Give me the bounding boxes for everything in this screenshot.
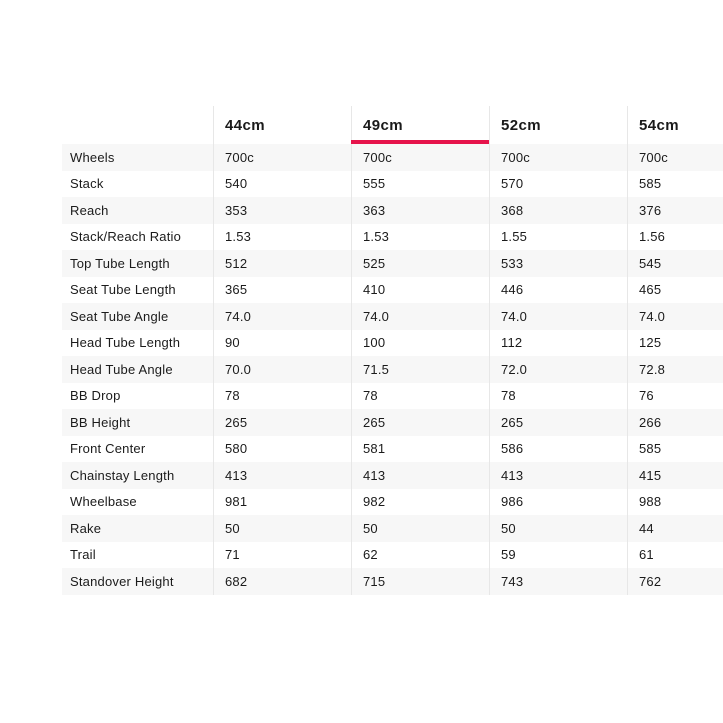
value-cell: 59 (489, 542, 627, 569)
value-cell: 74.0 (213, 303, 351, 330)
value-cell: 44 (627, 515, 723, 542)
value-cell: 78 (213, 383, 351, 410)
table-row (62, 462, 723, 489)
value-cell: 71 (213, 542, 351, 569)
value-cell: 265 (351, 409, 489, 436)
value-cell: 413 (213, 462, 351, 489)
table-row (62, 489, 723, 516)
row-label: Wheelbase (70, 494, 137, 510)
table-row (62, 224, 723, 251)
value-cell: 525 (351, 250, 489, 277)
value-cell: 74.0 (351, 303, 489, 330)
value-cell: 78 (351, 383, 489, 410)
value-cell: 700c (627, 144, 723, 171)
value-cell: 100 (351, 330, 489, 357)
table-row (62, 568, 723, 595)
value-cell: 762 (627, 568, 723, 595)
value-cell: 545 (627, 250, 723, 277)
value-cell: 715 (351, 568, 489, 595)
value-cell: 580 (213, 436, 351, 463)
value-cell: 570 (489, 171, 627, 198)
value-cell: 71.5 (351, 356, 489, 383)
value-cell: 72.0 (489, 356, 627, 383)
size-tab-52cm[interactable]: 52cm (489, 106, 627, 144)
row-label: Rake (70, 520, 102, 536)
row-label: Reach (70, 202, 109, 218)
value-cell: 125 (627, 330, 723, 357)
value-cell: 266 (627, 409, 723, 436)
value-cell: 1.53 (351, 224, 489, 251)
value-cell: 363 (351, 197, 489, 224)
table-row (62, 330, 723, 357)
value-cell: 415 (627, 462, 723, 489)
table-row (62, 197, 723, 224)
header-spacer-cell (62, 106, 213, 144)
row-label: Front Center (70, 441, 146, 457)
value-cell: 61 (627, 542, 723, 569)
value-cell: 981 (213, 489, 351, 516)
value-cell: 512 (213, 250, 351, 277)
row-label: Stack (70, 176, 104, 192)
value-cell: 70.0 (213, 356, 351, 383)
row-label: Trail (70, 547, 96, 563)
value-cell: 365 (213, 277, 351, 304)
value-cell: 50 (351, 515, 489, 542)
value-cell: 74.0 (489, 303, 627, 330)
table-row (62, 409, 723, 436)
value-cell: 540 (213, 171, 351, 198)
value-cell: 76 (627, 383, 723, 410)
table-row (62, 171, 723, 198)
value-cell: 743 (489, 568, 627, 595)
size-tab-44cm[interactable]: 44cm (213, 106, 351, 144)
row-label: Seat Tube Length (70, 282, 176, 298)
table-row (62, 542, 723, 569)
value-cell: 1.55 (489, 224, 627, 251)
value-cell: 62 (351, 542, 489, 569)
value-cell: 265 (213, 409, 351, 436)
value-cell: 1.53 (213, 224, 351, 251)
value-cell: 988 (627, 489, 723, 516)
row-label: Head Tube Length (70, 335, 181, 351)
value-cell: 585 (627, 171, 723, 198)
value-cell: 50 (489, 515, 627, 542)
value-cell: 376 (627, 197, 723, 224)
geometry-table-body (62, 144, 723, 595)
value-cell: 700c (213, 144, 351, 171)
value-cell: 410 (351, 277, 489, 304)
geometry-table (62, 106, 723, 595)
value-cell: 50 (213, 515, 351, 542)
value-cell: 78 (489, 383, 627, 410)
row-label: Chainstay Length (70, 467, 175, 483)
row-label: Stack/Reach Ratio (70, 229, 182, 245)
table-row (62, 144, 723, 171)
table-row (62, 277, 723, 304)
size-tab-49cm[interactable]: 49cm (351, 106, 489, 144)
value-cell: 90 (213, 330, 351, 357)
value-cell: 413 (489, 462, 627, 489)
value-cell: 982 (351, 489, 489, 516)
value-cell: 1.56 (627, 224, 723, 251)
value-cell: 368 (489, 197, 627, 224)
table-row (62, 436, 723, 463)
value-cell: 353 (213, 197, 351, 224)
value-cell: 112 (489, 330, 627, 357)
table-row (62, 250, 723, 277)
value-cell: 74.0 (627, 303, 723, 330)
value-cell: 682 (213, 568, 351, 595)
value-cell: 265 (489, 409, 627, 436)
value-cell: 585 (627, 436, 723, 463)
value-cell: 581 (351, 436, 489, 463)
row-label: BB Drop (70, 388, 121, 404)
value-cell: 555 (351, 171, 489, 198)
size-header-row (62, 106, 723, 144)
value-cell: 413 (351, 462, 489, 489)
row-label: Wheels (70, 149, 115, 165)
row-label: Top Tube Length (70, 255, 170, 271)
table-row (62, 356, 723, 383)
value-cell: 533 (489, 250, 627, 277)
table-row (62, 383, 723, 410)
row-label: Standover Height (70, 573, 174, 589)
row-label: BB Height (70, 414, 131, 430)
value-cell: 465 (627, 277, 723, 304)
value-cell: 700c (489, 144, 627, 171)
value-cell: 586 (489, 436, 627, 463)
table-row (62, 515, 723, 542)
value-cell: 700c (351, 144, 489, 171)
row-label: Seat Tube Angle (70, 308, 169, 324)
value-cell: 986 (489, 489, 627, 516)
value-cell: 446 (489, 277, 627, 304)
size-tab-54cm[interactable]: 54cm (627, 106, 723, 144)
value-cell: 72.8 (627, 356, 723, 383)
row-label: Head Tube Angle (70, 361, 173, 377)
table-row (62, 303, 723, 330)
